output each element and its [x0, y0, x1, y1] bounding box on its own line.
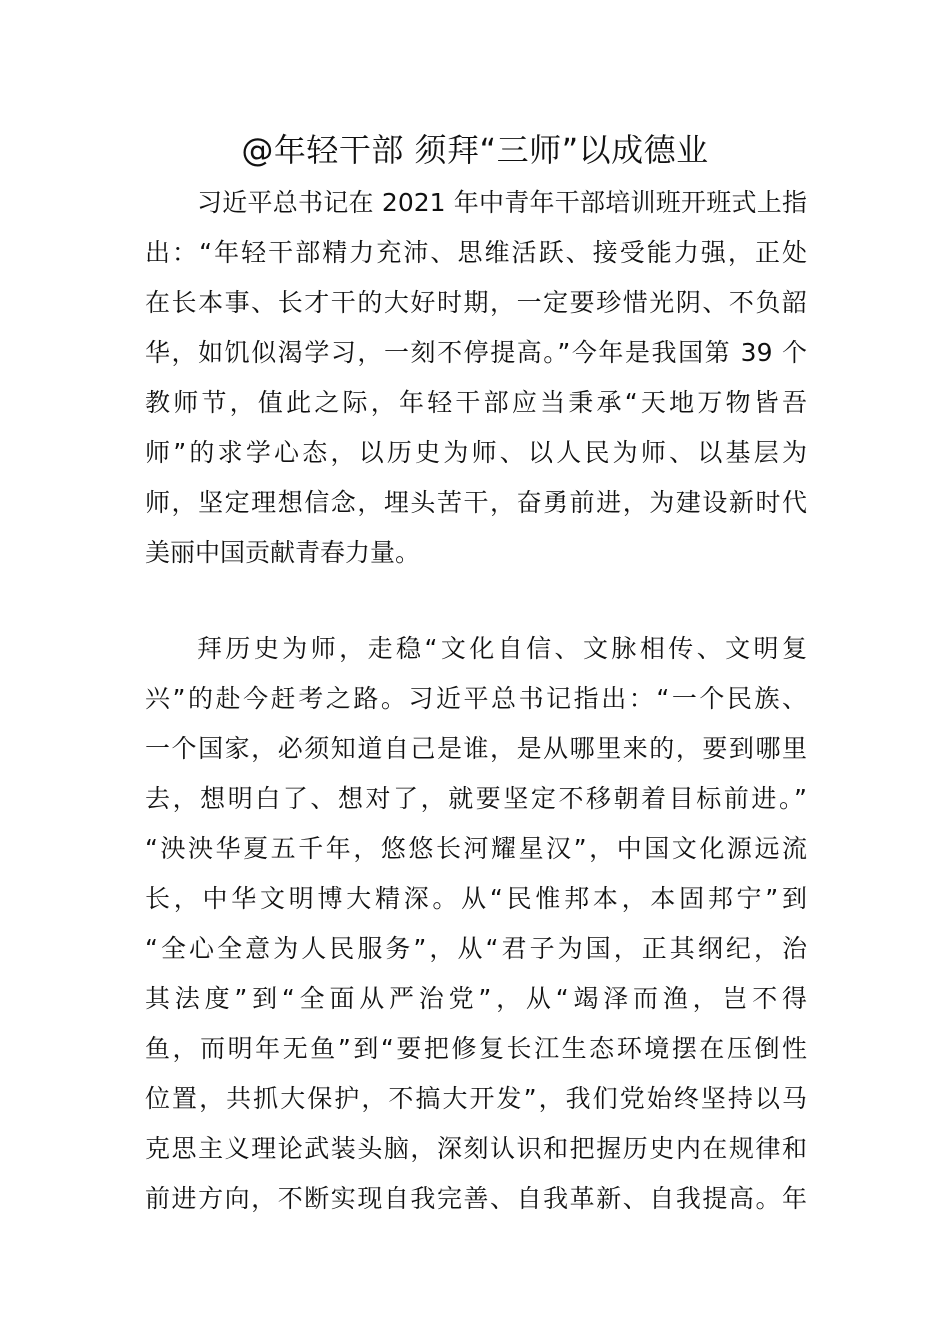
document-title: @年轻干部 须拜“三师”以成德业: [241, 131, 709, 169]
paragraph-line: 一个国家，必须知道自己是谁，是从哪里来的，要到哪里: [145, 734, 807, 763]
paragraph-line: 师”的求学心态，以历史为师、以人民为师、以基层为: [145, 438, 807, 467]
paragraph-line: 师，坚定理想信念，埋头苦干，奋勇前进，为建设新时代: [145, 488, 807, 517]
paragraph-line: 在长本事、长才干的大好时期，一定要珍惜光阴、不负韶: [145, 288, 807, 317]
paragraph-line: 美丽中国贡献青春力量。: [145, 538, 421, 567]
paragraph-line: 鱼，而明年无鱼”到“要把修复长江生态环境摆在压倒性: [145, 1034, 807, 1063]
paragraph-line: 去，想明白了、想对了，就要坚定不移朝着目标前进。”: [145, 784, 807, 813]
paragraph-line: 其法度”到“全面从严治党”，从“竭泽而渔，岂不得: [145, 984, 807, 1013]
paragraph-line: 克思主义理论武装头脑，深刻认识和把握历史内在规律和: [145, 1134, 807, 1163]
paragraph-line: 出：“年轻干部精力充沛、思维活跃、接受能力强，正处: [145, 238, 807, 267]
paragraph-line: 教师节，值此之际，年轻干部应当秉承“天地万物皆吾: [145, 388, 807, 417]
paragraph-line: “全心全意为人民服务”，从“君子为国，正其纲纪，治: [145, 934, 807, 963]
paragraph-line: 兴”的赴今赶考之路。习近平总书记指出：“一个民族、: [145, 684, 807, 713]
paragraph-line: 习近平总书记在 2021 年中青年干部培训班开班式上指: [197, 188, 807, 217]
paragraph-2: [145, 624, 807, 1224]
paragraph-line: 长，中华文明博大精深。从“民惟邦本，本固邦宁”到: [145, 884, 807, 913]
paragraph-line: “泱泱华夏五千年，悠悠长河耀星汉”，中国文化源远流: [145, 834, 807, 863]
paragraph-line: 位置，共抓大保护，不搞大开发”，我们党始终坚持以马: [145, 1084, 807, 1113]
paragraph-line: 华，如饥似渴学习，一刻不停提高。”今年是我国第 39 个: [145, 338, 807, 367]
paragraph-line: 前进方向，不断实现自我完善、自我革新、自我提高。年: [145, 1184, 807, 1213]
paragraph-1: [145, 178, 807, 578]
paragraph-line: 拜历史为师，走稳“文化自信、文脉相传、文明复: [197, 634, 807, 663]
